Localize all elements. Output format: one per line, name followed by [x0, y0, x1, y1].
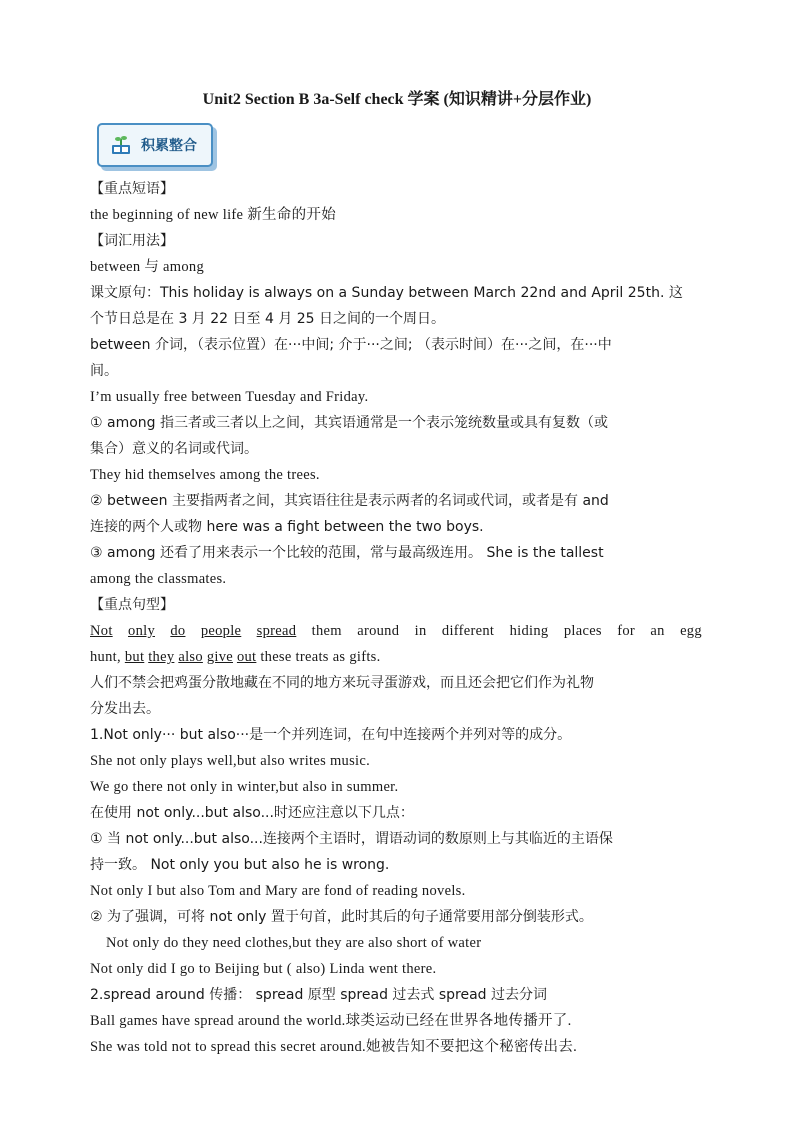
- example-sentence: She not only plays well,but also writes music.: [90, 753, 371, 769]
- word: but: [124, 649, 145, 665]
- word: spread: [256, 623, 297, 639]
- text-line: 1.Not only··· but also···是一个并列连词，在句中连接两个并列对等的成分。: [90, 727, 572, 743]
- text-line: 人们不禁会把鸡蛋分散地藏在不同的地方来玩寻蛋游戏，而且还会把它们作为礼物: [90, 675, 594, 691]
- example-sentence: They hid themselves among the trees.: [90, 467, 320, 483]
- document-title: Unit2 Section B 3a-Self check 学案 (知识精讲+分层作业): [202, 91, 592, 108]
- word: gifts.: [349, 649, 381, 665]
- example-sentence: She was told not to spread this secret around.她被告知不要把这个秘密传出去.: [90, 1039, 578, 1055]
- text-line: ② between 主要指两者之间，其宾语往往是表示两者的名词或代词，或者是有 and: [90, 493, 609, 509]
- word: around: [357, 623, 400, 639]
- text-line: 在使用 not only...but also...时还应注意以下几点：: [90, 805, 414, 821]
- vocab-topic: between 与 among: [90, 259, 205, 275]
- word: an: [650, 623, 665, 639]
- word: they: [148, 649, 175, 665]
- word: treats: [295, 649, 329, 665]
- example-sentence: I’m usually free between Tuesday and Friday.: [90, 389, 369, 405]
- text-line: ① 当 not only...but also...连接两个主语时，谓语动词的数原则上与其临近的主语保: [90, 831, 613, 847]
- section-heading-sentences: 【重点句型】: [90, 597, 174, 613]
- text-line: 个节日总是在 3 月 22 日至 4 月 25 日之间的一个周日。: [90, 311, 446, 327]
- badge-box: [97, 123, 213, 167]
- text-line: 集合）意义的名词或代词。: [90, 441, 258, 457]
- word: for: [617, 623, 636, 639]
- text-line: 课文原句：This holiday is always on a Sunday between March 22nd and April 25th. 这: [90, 285, 683, 301]
- word: people: [200, 623, 242, 639]
- word: hunt,: [90, 649, 121, 665]
- text-line: 间。: [90, 363, 118, 379]
- section-badge: [97, 123, 215, 171]
- key-sentence-line-2: [90, 644, 702, 670]
- section-heading-phrases: 【重点短语】: [90, 181, 174, 197]
- word: different: [441, 623, 495, 639]
- word: out: [236, 649, 257, 665]
- example-sentence: We go there not only in winter,but also in summer.: [90, 779, 399, 795]
- text-line: among the classmates.: [90, 571, 227, 587]
- word: give: [206, 649, 233, 665]
- badge-label: 积累整合: [141, 138, 197, 154]
- word: them: [311, 623, 342, 639]
- word: egg: [680, 623, 702, 639]
- key-sentence-line-1: [90, 618, 702, 644]
- text-line: ② 为了强调，可将 not only 置于句首，此时其后的句子通常要用部分倒装形式。: [90, 909, 593, 925]
- text-line: ③ among 还看了用来表示一个比较的范围，常与最高级连用。 She is the tallest: [90, 545, 604, 561]
- word: hiding: [509, 623, 549, 639]
- example-sentence: Not only do they need clothes,but they are also short of water: [106, 935, 482, 951]
- example-sentence: Not only did I go to Beijing but ( also) Linda went there.: [90, 961, 437, 977]
- word: as: [332, 649, 346, 665]
- word: Not: [90, 623, 113, 639]
- book-plant-icon: [109, 133, 133, 157]
- text-line: 持一致。 Not only you but also he is wrong.: [90, 857, 390, 873]
- word: places: [563, 623, 602, 639]
- phrase-line: the beginning of new life 新生命的开始: [90, 207, 336, 223]
- text-line: 2.spread around 传播： spread 原型 spread 过去式 spread 过去分词: [90, 987, 548, 1003]
- word: also: [178, 649, 203, 665]
- example-sentence: Ball games have spread around the world.球类运动已经在世界各地传播开了.: [90, 1013, 572, 1029]
- text-line: ① among 指三者或三者以上之间，其宾语通常是一个表示笼统数量或具有复数（或: [90, 415, 608, 431]
- example-sentence: Not only I but also Tom and Mary are fond of reading novels.: [90, 883, 466, 899]
- word: these: [260, 649, 292, 665]
- word: only: [128, 623, 155, 639]
- section-heading-vocab: 【词汇用法】: [90, 233, 174, 249]
- text-line: 连接的两个人或物 here was a fight between the two boys.: [90, 519, 484, 535]
- document-body: [90, 176, 702, 1060]
- word: in: [414, 623, 427, 639]
- word: do: [170, 623, 186, 639]
- text-line: between 介词，（表示位置）在···中间; 介于···之间; （表示时间）在···之间，在···中: [90, 337, 612, 353]
- text-line: 分发出去。: [90, 701, 160, 717]
